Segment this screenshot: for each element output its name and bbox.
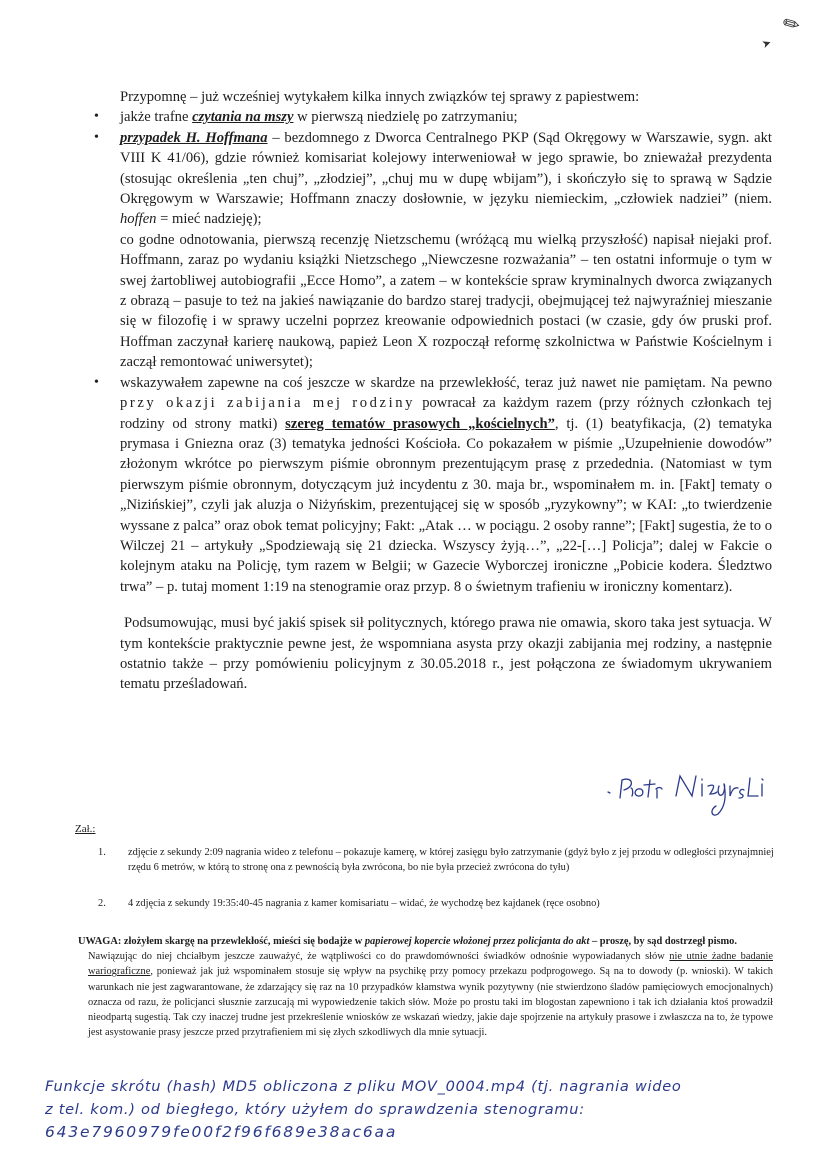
summary-paragraph: Podsumowując, musi być jakiś spisek sił politycznych, którego prawa nie omawia, skoro taka jest sytuacja. W tym kontekście praktycznie pewne jest, że wspomniana asysta przy okazji zabijania mej rodziny, a następnie ostatnio także – przy pomówieniu policyjnym z 30.05.2018 r., jest połączona ze świadomym ukrywaniem tematu prześladowań. bbox=[120, 615, 772, 693]
attachments-label: Zał.: bbox=[75, 823, 96, 835]
bullet-item-press-topics: • wskazywałem zapewne na coś jeszcze w skardze na przewlekłość, teraz już nawet nie pamiętam. Na pewno przy okazji zabijania mej rodziny powracał za każdym razem (przy różnych członkach tej rodziny od strony matki) szereg tematów prasowych „kościelnych”, tj. (1) beatyfikacja, (2) tematyka prymasa i Gniezna oraz (3) tematyka jedności Kościoła. Co pokazałem w piśmie „Uzupełnienie dowodów” złożonym wkrótce po pierwszym piśmie obronnym prezentującym prasę z przedednia. (Natomiast w tym pierwszym piśmie obronnym, dotyczącym już incydentu z 30. maja br., wspominałem m. in. [Fakt] tematy o „Nizińskiej”, czyli jak aluzja o Niżyńskim, prezentującej się w sposób „ryzykowny”; w KAI: „to twierdzenie wyssane z palca” oraz obok temat policyjny; Fakt: „Atak … w pociągu. 2 osoby ranne”; [Fakt] sugestia, że to o Wilczej 21 – artykuły „Spodziewają się 21 dziecka. Wszyscy żyją…”, „22-[…] Policja”; dalej w Fakcie o kolejnym ataku na Policję, tym razem w Belgii; w Gazecie Wyborczej ironiczne „Pobicie kodera. Śledztwo trwa” – p. tutaj moment 1:19 na stenogramie oraz przyp. 8 o świetnym trafieniu w ironiczny komentarz). bbox=[120, 373, 772, 597]
underlined-phrase: nie utnie żadne badanie wariograficzne bbox=[88, 951, 773, 978]
note-body: Nawiązując do niej chciałbym jeszcze zauważyć, że wątpliwości co do prawdomówności świadków odnośnie wypowiadanych słów nie utnie żadne badanie wariograficzne, ponieważ jak już wspominałem stosuje się wpływ na psychikę przy pomocy przekazu podprogowego. Są na to dowody (p. wnioski). W takich warunkach nie jest zagwarantowane, że zdarzający się raz na 10 przypadków kłamstwa wynik pozytywny (nie stwierdzono śladów pamięciowych emocjonalnych) oznacza od razu, że policjanci słusznie zarzucają mi wypowiedzenie takich słów. Może po prostu taki im blogostan zapewniono i tak ich działania ktoś prowadził nieodpartą sugestią. Tak czy inaczej trudne jest przekreślenie wniosków ze wskazań wiedzy, jakie daje spojrzenie na artykuły prasowe i zwłaszcza na to, że typowe jest asystowanie prasy jeszcze przed przytrafieniem mi się złych szkodliwych dla mnie sytuacji. bbox=[88, 951, 773, 1039]
bullet-item-mass-readings: • jakże trafne czytania na mszy w pierwszą niedzielę po zatrzymaniu; bbox=[120, 107, 772, 127]
bullet-list bbox=[120, 107, 772, 597]
hoffmann-nietzsche-paragraph: co godne odnotowania, pierwszą recenzję Nietzschemu (wróżącą mu wielką przyszłość) napisał niejaki prof. Hoffmann, zaraz po wydaniu książki Nietzschego „Niewczesne rozważania” – ten ostatni informuje o tym w swej żartobliwej autobiografii „Ecce Homo”, a zatem – w kontekście spraw kryminalnych dworca związanych z obrazą – pasuje to też na jakieś nawiązanie do bardzo starej tradycji, obejmującej też najwyraźniej mieszanie się w filozofię i w sprawy uczelni poprzez kreowanie odpowiednich postaci (w czasie, gdy ów pruski prof. Hoffman zaczynał karierę naukową, papież Leon X rozpoczął reformę szkolnictwa w Państwie Kościelnym i zaczął remontować uniwersytet); bbox=[120, 231, 772, 371]
handwritten-signature bbox=[598, 768, 788, 828]
letter-body bbox=[120, 87, 772, 695]
handwritten-note bbox=[45, 1075, 815, 1144]
scan-mark-arrow-icon: ➤ bbox=[760, 35, 774, 52]
note-section bbox=[78, 934, 773, 1040]
handwritten-md5-hash: 643e7960979fe00f2f96f689e38ac6aa bbox=[45, 1123, 398, 1141]
scan-mark-pen-icon: ✎ bbox=[778, 9, 805, 39]
handwritten-line-2: z tel. kom.) od biegłego, który użyłem do sprawdzenia stenogramu: bbox=[45, 1101, 585, 1118]
link-szereg-tematow-prasowych[interactable]: szereg tematów prasowych „kościelnych” bbox=[285, 415, 555, 432]
spaced-emphasis: przy okazji zabijania mej rodziny bbox=[120, 395, 416, 412]
bullet-item-hoffman-case: • przypadek H. Hoffmana – bezdomnego z Dworca Centralnego PKP (Sąd Okręgowy w Warszawie, sygn. akt VIII K 41/06), gdzie również komisariat kolejowy interweniował w jego sprawie, bo znieważał prezydenta (stosując określenia „ten chuj”, „złodziej”, „chuj mu w dupę wbijam”), i skończyło się to sprawą w Sądzie Okręgowym w Warszawie; Hoffmann znaczy dosłownie, w języku niemieckim, „człowiek nadziei” (niem. hoffen = mieć nadzieję); co godne odnotowania, pierwszą recenzję Nietzschemu (wróżącą mu wielką przyszłość) napisał niejaki prof. Hoffmann, zaraz po wydaniu książki Nietzschego „Niewczesne rozważania” – ten ostatni informuje o tym w swej żartobliwej autobiografii „Ecce Homo”, a zatem – w kontekście spraw kryminalnych dworca związanych z obrazą – pasuje to też na jakieś nawiązanie do bardzo starej tradycji, obejmującej też najwyraźniej mieszanie się w filozofię i w sprawy uczelni poprzez kreowanie odpowiednich postaci (w czasie, gdy ów pruski prof. Hoffman zaczynał karierę naukową, papież Leon X rozpoczął reformę szkolnictwa w Państwie Kościelnym i zaczął remontować uniwersytet); bbox=[120, 128, 772, 373]
link-czytania-na-mszy[interactable]: czytania na mszy bbox=[192, 109, 294, 126]
attachment-item: 1. zdjęcie z sekundy 2:09 nagrania wideo z telefonu – pokazuje kamerę, w której zasięgu było zatrzymanie (gdyż było z jej przodu w odległości przynajmniej rzędu 6 metrów, w którą to stronę ona z pewnością była zwrócona, bo nie była przecież zwrócona do tyłu) bbox=[98, 847, 774, 873]
note-heading: UWAGA: złożyłem skargę na przewlekłość, mieści się bodajże w papierowej kopercie włożonej przez policjanta do akt – proszę, by sąd dostrzegł pismo. bbox=[78, 936, 737, 947]
attachment-item: 2. 4 zdjęcia z sekundy 19:35:40-45 nagrania z kamer komisariatu – widać, że wychodzę bez kajdanek (ręce osobno) bbox=[98, 898, 600, 909]
intro-paragraph: Przypomnę – już wcześniej wytykałem kilka innych związków tej sprawy z papiestwem: bbox=[120, 89, 640, 105]
link-przypadek-hoffmana[interactable]: przypadek H. Hoffmana bbox=[120, 129, 268, 146]
handwritten-line-1: Funkcje skrótu (hash) MD5 obliczona z pliku MOV_0004.mp4 (tj. nagrania wideo bbox=[45, 1078, 682, 1095]
